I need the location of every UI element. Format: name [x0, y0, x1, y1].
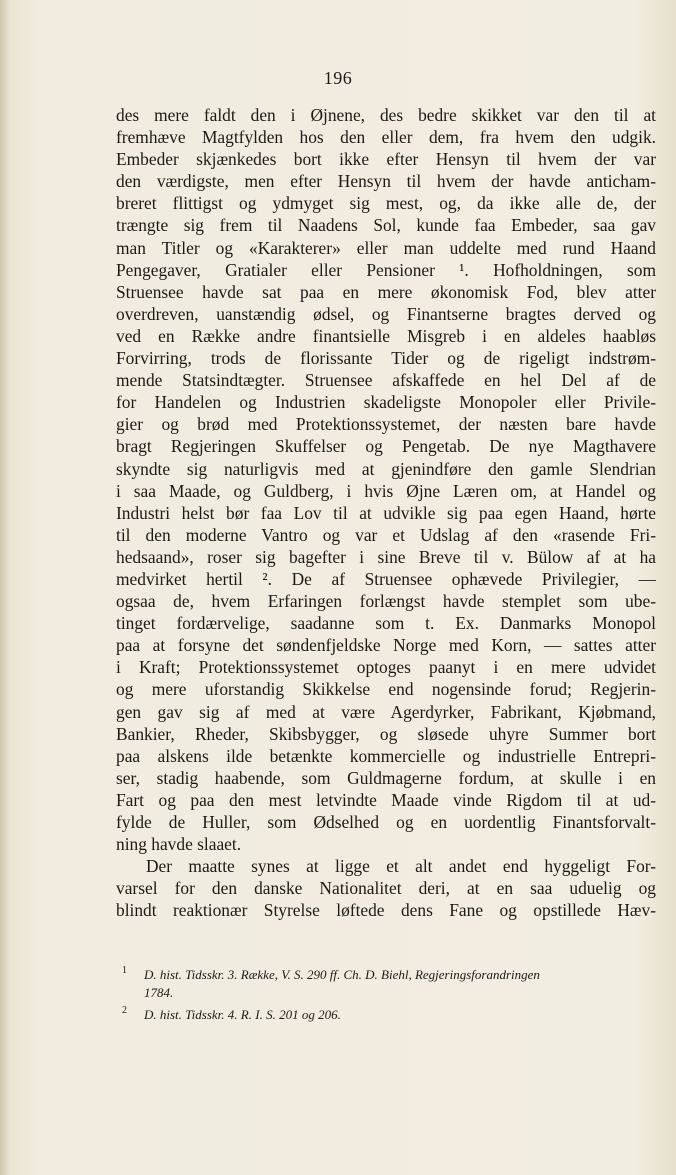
text-line: til den moderne Vantro og var et Udslag af den «rasende Fri- [116, 524, 656, 545]
footnote-mark: 2 [122, 1005, 127, 1016]
footnotes [116, 966, 656, 1024]
text-line: overdreven, uanstændig ødsel, og Finantserne bragtes derved og [116, 303, 656, 324]
text-line: ser, stadig haabende, som Guldmagerne fordum, at skulle i en [116, 767, 656, 788]
text-line: Struensee havde sat paa en mere økonomisk Fod, blev atter [116, 281, 656, 302]
text-line: hedsaand», roser sig bagefter i sine Breve til v. Bülow af at ha [116, 546, 656, 567]
paragraph-end-line: ning havde slaaet. [116, 834, 242, 855]
footnote-mark: 1 [122, 965, 127, 976]
body-text [116, 104, 656, 921]
text-line: og mere uforstandig Skikkelse end nogensinde forud; Regjerin- [116, 679, 656, 700]
footnote-text: D. hist. Tidsskr. 3. Række, V. S. 290 ff. Ch. D. Biehl, Regjeringsforandringen [144, 967, 540, 982]
text-line: bragt Regjeringen Skuffelser og Pengetab. De nye Magthavere [116, 436, 656, 457]
text-line: gier og brød med Protektionssystemet, der næsten bare havde [116, 414, 656, 435]
text-line: medvirket hertil ². De af Struensee ophævede Privilegier, — [116, 568, 656, 589]
footnote-text: D. hist. Tidsskr. 4. R. I. S. 201 og 206. [144, 1007, 341, 1022]
text-line: Forvirring, trods de florissante Tider og de rigeligt indstrøm- [116, 348, 656, 369]
text-line: fylde de Huller, som Ødselhed og en uordentlig Finantsforvalt- [116, 812, 656, 832]
text-line: gen gav sig af med at være Agerdyrker, Fabrikant, Kjøbmand, [116, 701, 656, 722]
text-line: breret flittigst og ydmyget sig mest, og, da ikke alle de, der [116, 193, 656, 214]
page-edge-shadow [0, 0, 10, 1175]
paragraph-start-line: Der maatte synes at ligge et alt andet end hyggeligt For- [146, 856, 656, 877]
text-line: den værdigste, men efter Hensyn til hvem der havde anticham- [116, 171, 656, 192]
text-line: i saa Maade, og Guldberg, i hvis Øjne Læren om, at Handel og [116, 480, 656, 501]
text-line: ved en Række andre finantsielle Misgreb i en aldeles haabløs [116, 325, 656, 346]
text-line: Fart og paa den mest letvindte Maade vinde Rigdom til at ud- [116, 789, 656, 810]
footnote-continuation: 1784. [144, 985, 174, 1000]
text-line: skyndte sig naturligvis med at gjenindføre den gamle Slendrian [116, 458, 656, 479]
text-line: trængte sig frem til Naadens Sol, kunde faa Embeder, saa gav [116, 215, 656, 236]
text-line: fremhæve Magtfylden hos den eller dem, fra hvem den udgik. [116, 127, 656, 148]
text-line: mende Statsindtægter. Struensee afskaffede en hel Del af de [116, 370, 656, 391]
text-line: for Handelen og Industrien skadeligste Monopoler eller Privile- [116, 392, 656, 413]
text-line: paa alskens ilde betænkte kommercielle og industrielle Entrepri- [116, 745, 656, 766]
text-line: des mere faldt den i Øjnene, des bedre skikket var den til at [116, 105, 656, 125]
text-line: man Titler og «Karakterer» eller man uddelte med rund Haand [116, 237, 656, 258]
text-line: ogsaa de, hvem Erfaringen forlængst havde stemplet som ube- [116, 591, 656, 612]
text-line: Pengegaver, Gratialer eller Pensioner ¹. Hofholdningen, som [116, 259, 656, 280]
text-line: i Kraft; Protektionssystemet optoges paanyt i en mere udvidet [116, 657, 656, 678]
text-line: Industri helst bør faa Lov til at udvikle sig paa egen Haand, hørte [116, 502, 656, 523]
text-line: blindt reaktionær Styrelse løftede dens Fane og opstillede Hæv- [116, 900, 656, 921]
footnote [116, 1006, 656, 1024]
text-line: tinget fordærvelige, saadanne som t. Ex. Danmarks Monopol [116, 613, 656, 634]
text-line: Bankier, Rheder, Skibsbygger, og sløsede uhyre Summer bort [116, 723, 656, 744]
text-line: paa at forsyne det søndenfjeldske Norge med Korn, — sattes atter [116, 635, 656, 656]
footnote [116, 966, 656, 984]
page-number: 196 [323, 68, 353, 88]
text-line: varsel for den danske Nationalitet deri, at en saa uduelig og [116, 878, 656, 899]
text-line: Embeder skjænkedes bort ikke efter Hensyn til hvem der var [116, 149, 656, 170]
